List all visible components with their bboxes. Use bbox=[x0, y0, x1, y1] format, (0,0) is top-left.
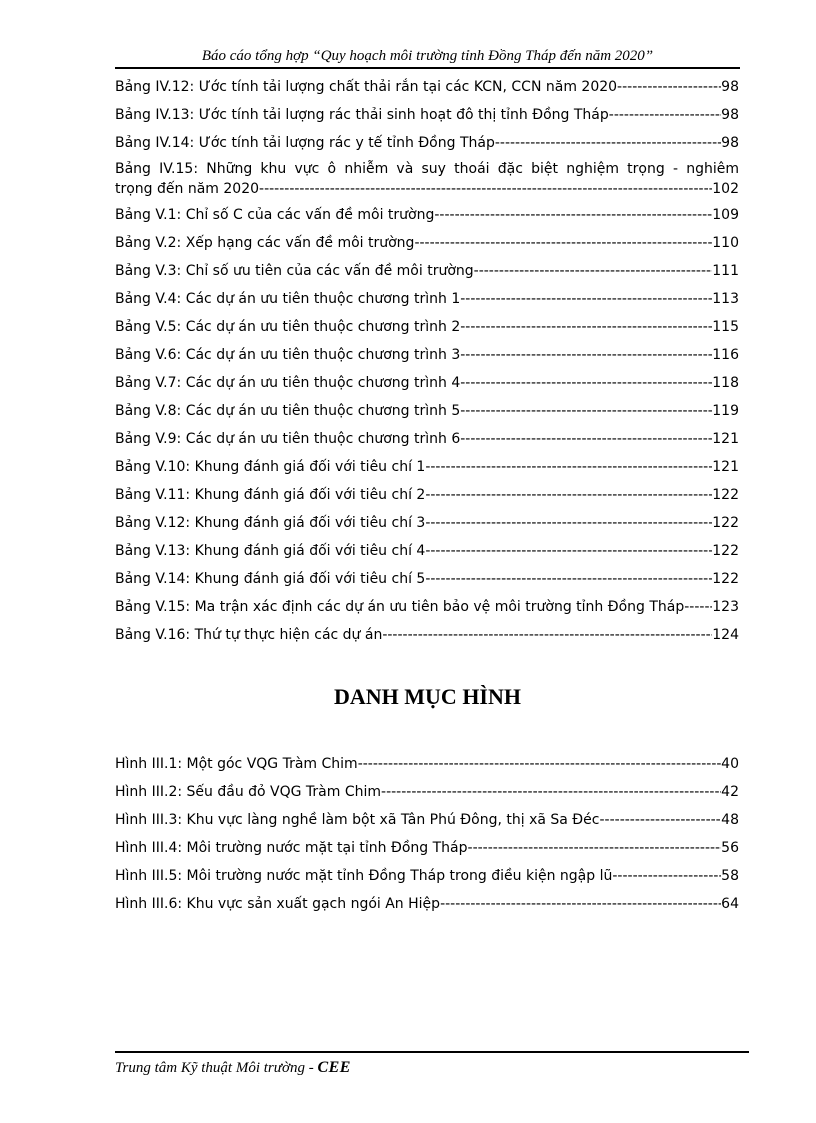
leader-dots bbox=[460, 425, 712, 453]
toc-entry-page: 48 bbox=[721, 812, 739, 828]
toc-entry-label: Bảng V.1: Chỉ số C của các vấn đề môi trường bbox=[115, 207, 435, 223]
toc-entry-label: Bảng V.2: Xếp hạng các vấn đề môi trường bbox=[115, 235, 415, 251]
footer-brand: CEE bbox=[317, 1059, 351, 1076]
toc-entry-label: Bảng V.15: Ma trận xác định các dự án ưu tiên bảo vệ môi trường tỉnh Đồng Tháp bbox=[115, 599, 685, 615]
toc-entry[interactable] bbox=[115, 425, 739, 453]
toc-entry[interactable] bbox=[115, 621, 739, 649]
toc-entry-label: Bảng V.4: Các dự án ưu tiên thuộc chương trình 1 bbox=[115, 291, 461, 307]
table-list bbox=[115, 73, 739, 649]
toc-entry-page: 122 bbox=[712, 487, 739, 503]
toc-entry[interactable] bbox=[115, 593, 739, 621]
toc-entry-page: 118 bbox=[712, 375, 739, 391]
toc-entry-page: 122 bbox=[712, 515, 739, 531]
toc-entry-page: 58 bbox=[721, 868, 739, 884]
toc-entry-page: 64 bbox=[721, 896, 739, 912]
toc-entry-page: 123 bbox=[712, 599, 739, 615]
toc-entry-label: Bảng V.7: Các dự án ưu tiên thuộc chương trình 4 bbox=[115, 375, 461, 391]
leader-dots bbox=[468, 834, 722, 862]
toc-entry-label: Bảng V.6: Các dự án ưu tiên thuộc chương trình 3 bbox=[115, 347, 461, 363]
toc-entry-label: Hình III.6: Khu vực sản xuất gạch ngói An Hiệp bbox=[115, 896, 441, 912]
toc-entry-label: Hình III.4: Môi trường nước mặt tại tỉnh Đồng Tháp bbox=[115, 840, 468, 856]
toc-entry-label: Bảng V.13: Khung đánh giá đối với tiêu chí 4 bbox=[115, 543, 426, 559]
toc-entry-page: 122 bbox=[712, 543, 739, 559]
leader-dots bbox=[609, 101, 721, 129]
toc-entry-label: Bảng V.8: Các dự án ưu tiên thuộc chương trình 5 bbox=[115, 403, 461, 419]
toc-entry-page: 121 bbox=[712, 459, 739, 475]
toc-entry-label: Bảng V.10: Khung đánh giá đối với tiêu chí 1 bbox=[115, 459, 426, 475]
toc-entry-page: 111 bbox=[712, 263, 739, 279]
toc-entry-page: 102 bbox=[712, 181, 739, 197]
toc-entry[interactable] bbox=[115, 862, 739, 890]
toc-entry[interactable] bbox=[115, 313, 739, 341]
toc-entry-page: 119 bbox=[712, 403, 739, 419]
toc-entry-page: 121 bbox=[712, 431, 739, 447]
toc-entry-label: Bảng IV.12: Ước tính tải lượng chất thải rắn tại các KCN, CCN năm 2020 bbox=[115, 79, 618, 95]
toc-entry-label-continued: trọng đến năm 2020 bbox=[115, 181, 260, 197]
toc-entry-page: 122 bbox=[712, 571, 739, 587]
toc-entry-label: Bảng V.9: Các dự án ưu tiên thuộc chương trình 6 bbox=[115, 431, 461, 447]
toc-entry[interactable] bbox=[115, 481, 739, 509]
leader-dots bbox=[460, 285, 712, 313]
toc-entry[interactable] bbox=[115, 834, 739, 862]
toc-entry-label: Bảng IV.13: Ước tính tải lượng rác thải sinh hoạt đô thị tỉnh Đồng Tháp bbox=[115, 107, 609, 123]
leader-dots bbox=[425, 537, 712, 565]
toc-entry-label: Bảng IV.15: Những khu vực ô nhiễm và suy thoái đặc biệt nghiệm trọng - nghiêm bbox=[115, 161, 739, 177]
toc-entry-label: Bảng V.14: Khung đánh giá đối với tiêu chí 5 bbox=[115, 571, 426, 587]
leader-dots bbox=[358, 750, 721, 778]
figures-section-heading: DANH MỤC HÌNH bbox=[334, 684, 521, 709]
toc-entry[interactable] bbox=[115, 285, 739, 313]
leader-dots bbox=[460, 397, 712, 425]
toc-entry-label: Bảng V.16: Thứ tự thực hiện các dự án bbox=[115, 627, 383, 643]
leader-dots bbox=[381, 778, 721, 806]
footer-divider bbox=[115, 1051, 749, 1053]
toc-entry[interactable] bbox=[115, 806, 739, 834]
toc-entry[interactable] bbox=[115, 369, 739, 397]
toc-entry-page: 56 bbox=[721, 840, 739, 856]
toc-entry[interactable] bbox=[115, 73, 739, 101]
toc-entry-label: Hình III.2: Sếu đầu đỏ VQG Tràm Chim bbox=[115, 784, 382, 800]
toc-entry-page: 40 bbox=[721, 756, 739, 772]
toc-entry-page: 115 bbox=[712, 319, 739, 335]
toc-entry-label: Bảng V.5: Các dự án ưu tiên thuộc chương trình 2 bbox=[115, 319, 461, 335]
toc-entry-page: 110 bbox=[712, 235, 739, 251]
leader-dots bbox=[414, 229, 712, 257]
leader-dots bbox=[460, 313, 712, 341]
toc-entry-label: Hình III.5: Môi trường nước mặt tỉnh Đồng Tháp trong điều kiện ngập lũ bbox=[115, 868, 613, 884]
page-header-title: Báo cáo tổng hợp “Quy hoạch môi trường tỉnh Đồng Tháp đến năm 2020” bbox=[201, 48, 654, 64]
leader-dots bbox=[599, 806, 721, 834]
leader-dots bbox=[474, 257, 713, 285]
toc-entry-page: 98 bbox=[721, 135, 739, 151]
leader-dots bbox=[495, 129, 721, 157]
page-footer bbox=[115, 1057, 351, 1079]
leader-dots bbox=[425, 453, 712, 481]
leader-dots bbox=[425, 481, 712, 509]
toc-entry[interactable] bbox=[115, 453, 739, 481]
leader-dots bbox=[259, 179, 712, 199]
toc-entry[interactable] bbox=[115, 509, 739, 537]
toc-entry[interactable] bbox=[115, 397, 739, 425]
leader-dots bbox=[440, 890, 721, 918]
toc-entry[interactable] bbox=[115, 229, 739, 257]
leader-dots bbox=[617, 73, 721, 101]
toc-entry-label: Bảng V.3: Chỉ số ưu tiên của các vấn đề môi trường bbox=[115, 263, 474, 279]
toc-entry-label: Hình III.3: Khu vực làng nghề làm bột xã Tân Phú Đông, thị xã Sa Đéc bbox=[115, 812, 600, 828]
leader-dots bbox=[434, 201, 712, 229]
toc-entry[interactable] bbox=[115, 129, 739, 157]
toc-entry[interactable] bbox=[115, 101, 739, 129]
toc-entry[interactable] bbox=[115, 257, 739, 285]
toc-entry[interactable] bbox=[115, 157, 739, 201]
toc-entry[interactable] bbox=[115, 341, 739, 369]
figure-list bbox=[115, 750, 739, 918]
leader-dots bbox=[382, 621, 712, 649]
toc-entry-page: 98 bbox=[721, 79, 739, 95]
toc-entry-page: 42 bbox=[721, 784, 739, 800]
toc-entry-label: Bảng V.12: Khung đánh giá đối với tiêu chí 3 bbox=[115, 515, 426, 531]
toc-entry[interactable] bbox=[115, 778, 739, 806]
toc-entry[interactable] bbox=[115, 537, 739, 565]
toc-entry-label: Bảng V.11: Khung đánh giá đối với tiêu chí 2 bbox=[115, 487, 426, 503]
toc-entry[interactable] bbox=[115, 750, 739, 778]
toc-entry-page: 109 bbox=[712, 207, 739, 223]
toc-entry-label: Hình III.1: Một góc VQG Tràm Chim bbox=[115, 756, 358, 772]
toc-entry-page: 113 bbox=[712, 291, 739, 307]
leader-dots bbox=[684, 593, 712, 621]
toc-entry-page: 116 bbox=[712, 347, 739, 363]
leader-dots bbox=[460, 341, 712, 369]
leader-dots bbox=[612, 862, 721, 890]
toc-entry[interactable] bbox=[115, 565, 739, 593]
footer-organization: Trung tâm Kỹ thuật Môi trường - bbox=[115, 1060, 314, 1076]
header-divider bbox=[115, 67, 740, 69]
toc-entry-page: 124 bbox=[712, 627, 739, 643]
leader-dots bbox=[460, 369, 712, 397]
toc-entry-page: 98 bbox=[721, 107, 739, 123]
toc-entry[interactable] bbox=[115, 201, 739, 229]
leader-dots bbox=[425, 565, 712, 593]
leader-dots bbox=[425, 509, 712, 537]
toc-entry[interactable] bbox=[115, 890, 739, 918]
toc-entry-label: Bảng IV.14: Ước tính tải lượng rác y tế tỉnh Đồng Tháp bbox=[115, 135, 495, 151]
